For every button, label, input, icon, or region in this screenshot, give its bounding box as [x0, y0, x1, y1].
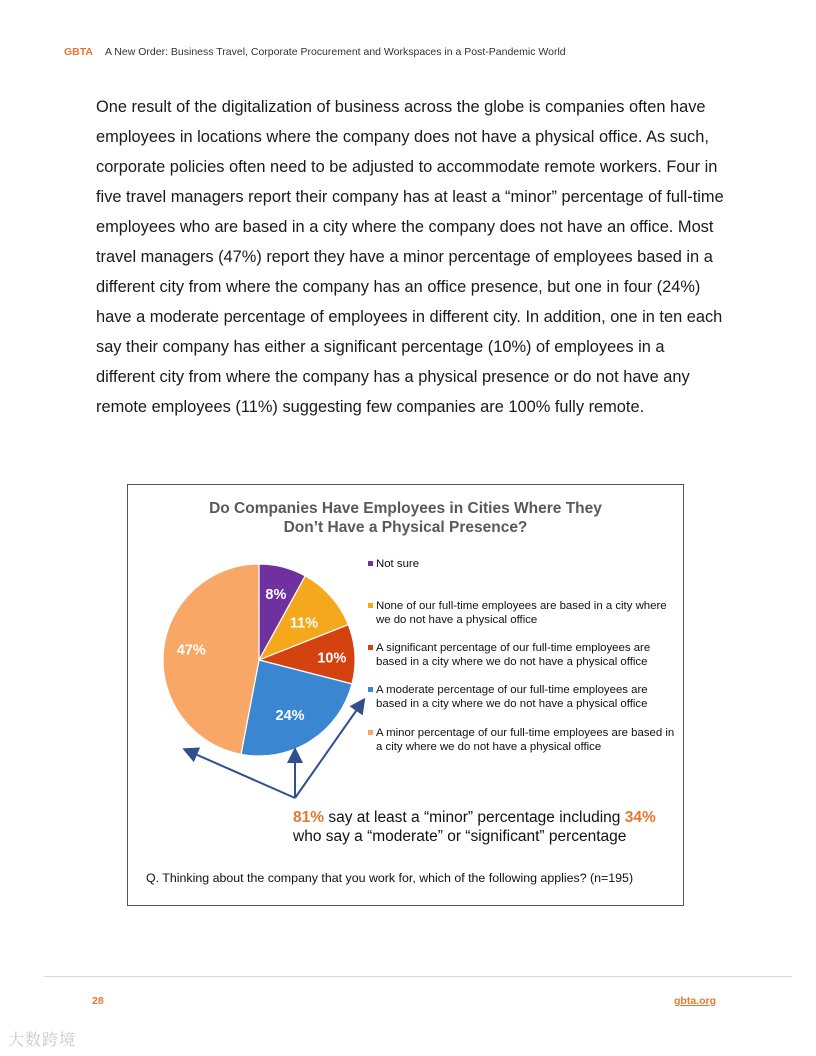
survey-question: Q. Thinking about the company that you work for, which of the following applies? (n=195): [146, 871, 634, 885]
legend-swatch-2: [368, 645, 373, 650]
footer-divider: [44, 976, 792, 977]
brand-label: GBTA: [64, 46, 93, 58]
legend-item-4: [368, 726, 678, 754]
pie-data-label-1: 11%: [289, 615, 319, 632]
legend-item-0: [368, 557, 419, 571]
legend-item-3: [368, 683, 678, 711]
legend-label-2: A significant percentage of our full-time employees are based in a city where we do not have a physical office: [376, 642, 651, 668]
callout-note: [293, 808, 683, 846]
callout-text-2: who say a “moderate” or “significant” percentage: [293, 828, 627, 845]
body-paragraph: One result of the digitalization of business across the globe is companies often have employees in locations where the company does not have a physical office. As such, corporate policies often need to be adjusted to accommodate remote workers. Four in five travel managers report their company has at least a “minor” percentage of full-time employees who are based in a city where the company does not have an office. Most travel managers (47%) report they have a minor percentage of employees based in a different city from where the company has an office presence, but one in four (24%) have a moderate percentage of employees in different city. In addition, one in ten each say their company has either a significant percentage (10%) of employees in a different city from where the company has a physical presence or do not have any remote employees (11%) suggesting few companies are 100% fully remote.: [96, 98, 724, 416]
legend-label-0: Not sure: [376, 558, 420, 570]
site-link[interactable]: gbta.org: [674, 995, 716, 1007]
chart-panel: [127, 484, 684, 906]
legend-label-3: A moderate percentage of our full-time employees are based in a city where we do not have a physical office: [376, 684, 648, 710]
callout-arrow-0: [186, 750, 295, 798]
legend-swatch-1: [368, 603, 373, 608]
callout-pct-34: 34%: [624, 809, 656, 826]
watermark: 大数跨境: [8, 1032, 77, 1049]
legend-swatch-0: [368, 561, 373, 566]
pie-slice-4: [163, 564, 259, 754]
page-header: [64, 46, 566, 58]
legend-swatch-3: [368, 687, 373, 692]
pie-data-label-3: 24%: [275, 707, 305, 724]
legend-item-1: [368, 599, 678, 627]
legend-item-2: [368, 641, 678, 669]
pie-data-label-2: 10%: [317, 650, 347, 667]
callout-pct-81: 81%: [293, 809, 325, 826]
report-title: A New Order: Business Travel, Corporate Procurement and Workspaces in a Post-Pandemic World: [104, 46, 566, 58]
callout-text-1: say at least a “minor” percentage including: [324, 809, 625, 826]
pie-data-label-4: 47%: [176, 642, 206, 659]
page-number: 28: [92, 995, 104, 1007]
legend-label-4: A minor percentage of our full-time employees are based in a city where we do not have a physical office: [376, 727, 675, 753]
chart-title-line-1: Do Companies Have Employees in Cities Where They: [209, 500, 602, 517]
legend-swatch-4: [368, 730, 373, 735]
legend-label-1: None of our full-time employees are based in a city where we do not have a physical office: [376, 600, 667, 626]
chart-title-line-2: Don’t Have a Physical Presence?: [283, 519, 528, 536]
pie-data-label-0: 8%: [265, 587, 287, 604]
